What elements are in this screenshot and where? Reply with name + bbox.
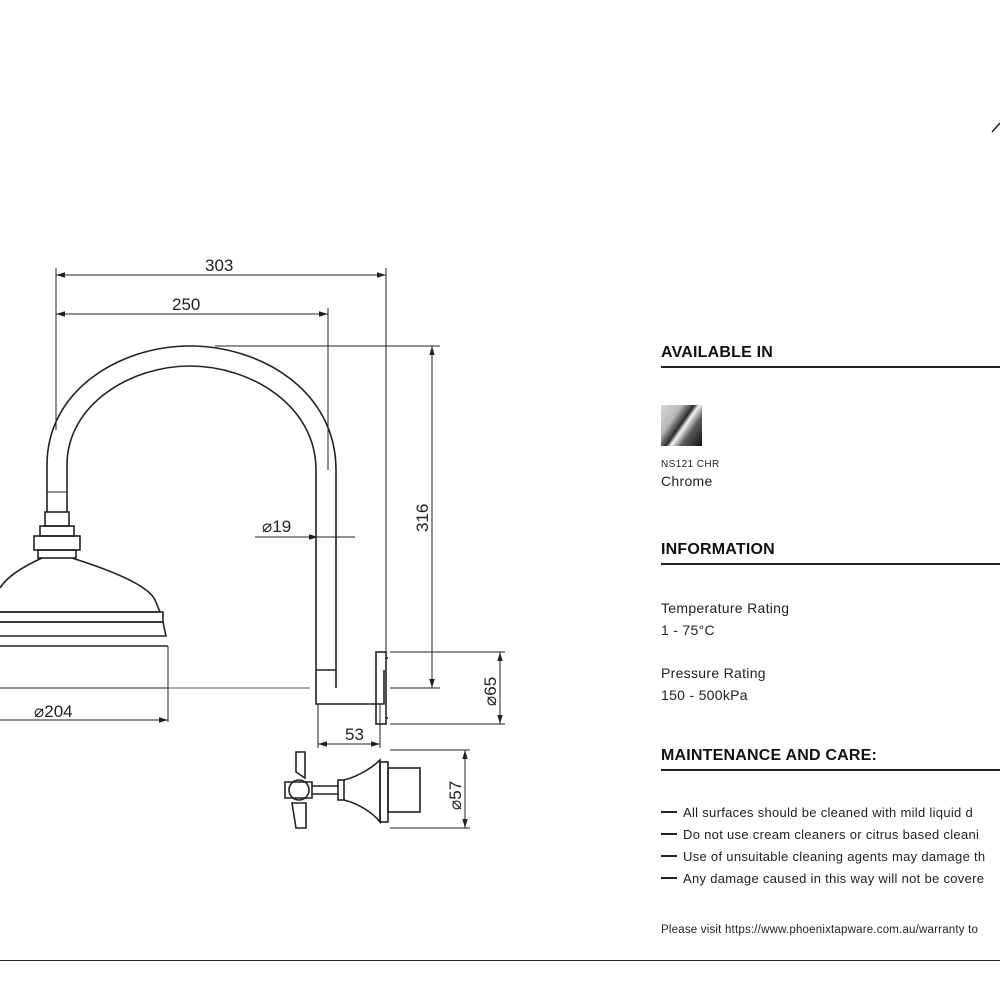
list-item: Do not use cream cleaners or citrus based cleani xyxy=(661,827,979,842)
list-item: All surfaces should be cleaned with mild liquid d xyxy=(661,805,973,820)
information-rule xyxy=(661,563,1000,565)
available-in-rule xyxy=(661,366,1000,368)
dim-303: 303 xyxy=(205,256,234,275)
dim-250: 250 xyxy=(172,295,201,314)
dash-icon xyxy=(661,811,677,813)
pressure-label: Pressure Rating xyxy=(661,665,766,681)
temperature-value: 1 - 75°C xyxy=(661,622,715,638)
wall-flange xyxy=(376,652,388,724)
list-item: Use of unsuitable cleaning agents may damage th xyxy=(661,849,985,864)
dim-65: ⌀65 xyxy=(481,676,500,706)
maintenance-heading: MAINTENANCE AND CARE: xyxy=(661,747,878,764)
dim-204: ⌀204 xyxy=(34,702,73,721)
page-bottom-rule xyxy=(0,960,1000,961)
warranty-note: Please visit https://www.phoenixtapware.com.au/warranty to xyxy=(661,924,979,936)
dim-53: 53 xyxy=(345,725,364,744)
dim-316: 316 xyxy=(413,503,432,532)
shower-rose xyxy=(0,512,168,688)
maintenance-rule xyxy=(661,769,1000,771)
shower-arm xyxy=(47,346,384,704)
information-heading: INFORMATION xyxy=(661,541,775,558)
dash-icon xyxy=(661,855,677,857)
chrome-finish-swatch xyxy=(661,405,702,446)
dim-19: ⌀19 xyxy=(262,517,292,536)
pressure-value: 150 - 500kPa xyxy=(661,687,748,703)
available-in-heading: AVAILABLE IN xyxy=(661,344,774,361)
tap-handle xyxy=(285,752,420,828)
list-item: Any damage caused in this way will not be covere xyxy=(661,871,984,886)
dash-icon xyxy=(661,877,677,879)
finish-name: Chrome xyxy=(661,473,713,489)
dash-icon xyxy=(661,833,677,835)
finish-code: NS121 CHR xyxy=(661,459,720,470)
info-panel xyxy=(661,0,1000,1000)
dim-57: ⌀57 xyxy=(446,780,465,810)
temperature-label: Temperature Rating xyxy=(661,600,790,616)
